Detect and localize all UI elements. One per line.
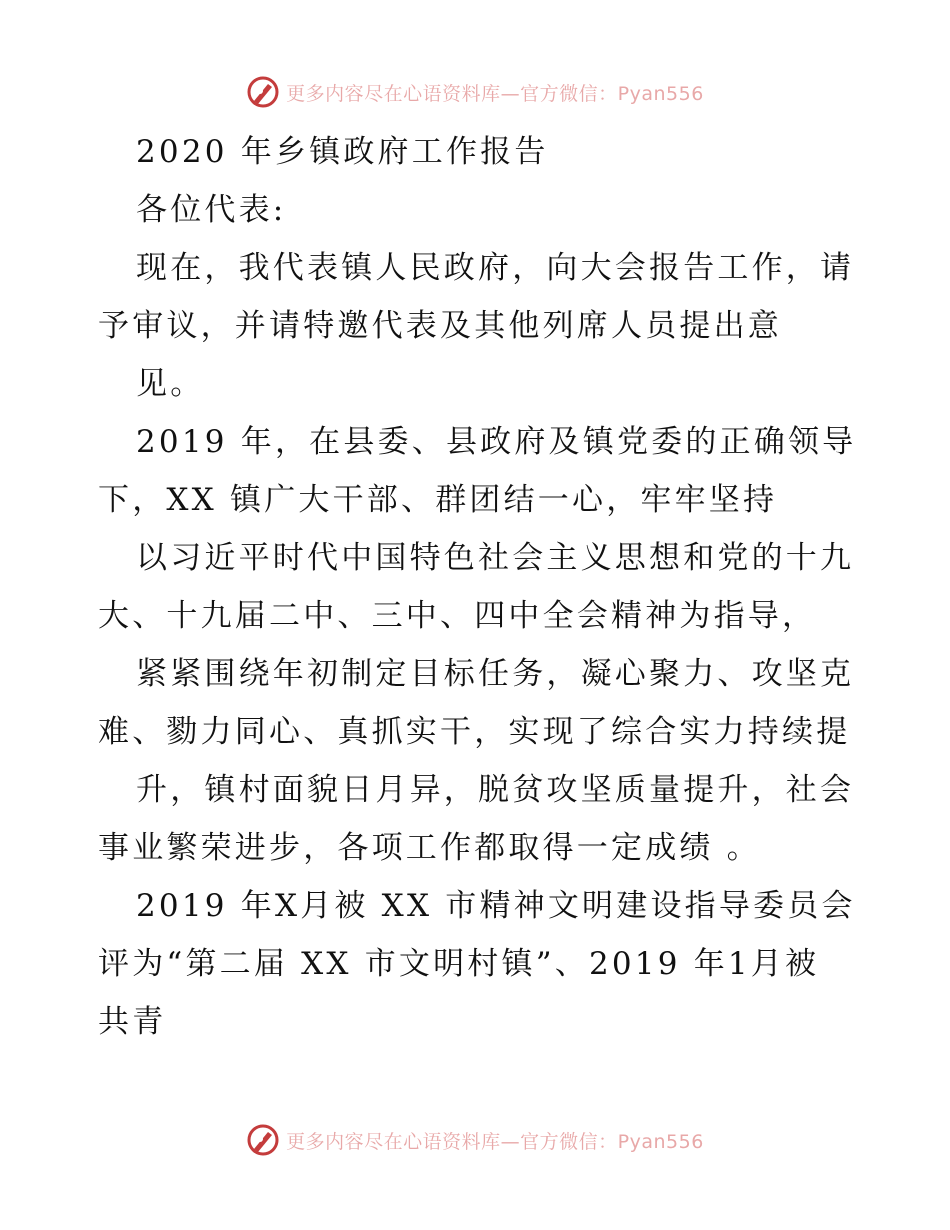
paragraph-line: 2019 年，在县委、县政府及镇党委的正确领导 <box>136 424 857 460</box>
salutation: 各位代表: <box>136 192 287 228</box>
paragraph-line: 紧紧围绕年初制定目标任务，凝心聚力、攻坚克 <box>136 656 855 692</box>
footer-watermark-banner <box>0 1120 950 1160</box>
paragraph-line: 大、十九届二中、三中、四中全会精神为指导， <box>98 598 817 634</box>
paragraph-line: 下，XX 镇广大干部、群团结一心，牢牢坚持 <box>98 482 778 518</box>
red-pen-seal-icon <box>246 1123 280 1157</box>
paragraph-line: 升，镇村面貌日月异，脱贫攻坚质量提升，社会 <box>136 772 855 808</box>
header-watermark-banner <box>0 72 950 112</box>
document-title: 2020 年乡镇政府工作报告 <box>136 134 549 170</box>
footer-watermark-text: 更多内容尽在心语资料库—官方微信：Pyan556 <box>286 1130 704 1153</box>
paragraph-line: 予审议，并请特邀代表及其他列席人员提出意 <box>98 308 782 344</box>
paragraph-line: 评为“第二届 XX 市文明村镇”、2019 年1月被 <box>98 946 820 982</box>
paragraph-line: 见。 <box>136 366 205 402</box>
header-watermark-text: 更多内容尽在心语资料库—官方微信：Pyan556 <box>286 82 704 105</box>
paragraph-line: 以习近平时代中国特色社会主义思想和党的十九 <box>136 540 855 576</box>
paragraph-line: 事业繁荣进步，各项工作都取得一定成绩 。 <box>98 830 761 866</box>
paragraph-line: 现在，我代表镇人民政府，向大会报告工作，请 <box>136 250 855 286</box>
paragraph-line: 共青 <box>98 1004 167 1040</box>
paragraph-line: 难、勠力同心、真抓实干，实现了综合实力持续提 <box>98 714 851 750</box>
paragraph-line: 2019 年X月被 XX 市精神文明建设指导委员会 <box>136 888 856 924</box>
red-pen-seal-icon <box>246 75 280 109</box>
